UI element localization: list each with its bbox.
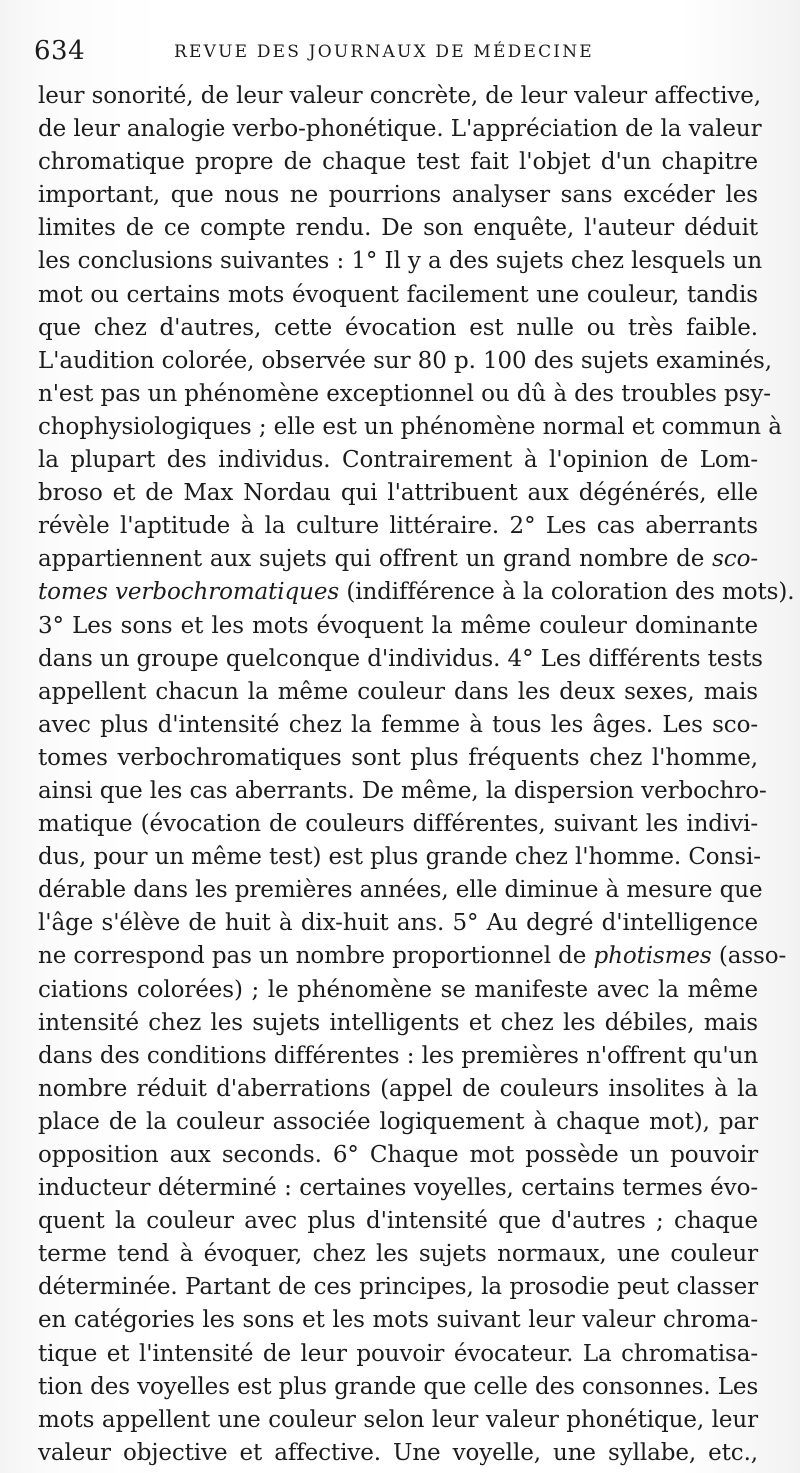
text-line: tique et l'intensité de leur pouvoir évocateur. La chromatisa- [38,1340,758,1367]
text-line: l'âge s'élève de huit à dix-huit ans. 5° Au degré d'intelligence [38,910,758,937]
text-line: révèle l'aptitude à la culture littéraire. 2° Les cas aberrants [38,513,758,540]
text-line: dérable dans les premières années, elle diminue à mesure que [38,877,763,904]
text-line: matique (évocation de couleurs différentes, suivant les indivi- [38,811,758,838]
text-line: les conclusions suivantes : 1° Il y a des sujets chez lesquels un [38,248,763,275]
text-line: ciations colorées) ; le phénomène se manifeste avec la même [38,976,758,1003]
text-line: dus, pour un même test) est plus grande chez l'homme. Consi- [38,844,761,871]
running-head: REVUE DES JOURNAUX DE MÉDECINE [174,42,594,62]
text-segment: (indifférence à la coloration des mots). [339,579,795,606]
text-line: inducteur déterminé : certaines voyelles, certains termes évo- [38,1175,758,1202]
text-line [38,940,787,973]
text-line: nombre réduit d'aberrations (appel de couleurs insolites à la [38,1075,758,1102]
text-line: de leur analogie verbo-phonétique. L'appréciation de la valeur [38,116,762,143]
text-line: limites de ce compte rendu. De son enquête, l'auteur déduit [38,215,758,242]
italic-term: tomes verbochromatiques [38,579,340,606]
page-header [34,32,764,72]
text-line: la plupart des individus. Contrairement à l'opinion de Lom- [38,447,758,474]
text-line: important, que nous ne pourrions analyser sans excéder les [38,182,758,209]
text-segment: (asso- [711,943,787,970]
text-line [38,543,758,576]
text-line: appellent chacun la même couleur dans les deux sexes, mais [38,678,758,705]
text-line: valeur objective et affective. Une voyelle, une syllabe, etc., [38,1439,758,1466]
text-segment: ne correspond pas un nombre proportionnel de [38,943,594,970]
text-line: L'audition colorée, observée sur 80 p. 100 des sujets examinés, [38,347,772,374]
text-line: ainsi que les cas aberrants. De même, la dispersion verbochro- [38,777,767,804]
text-line: opposition aux seconds. 6° Chaque mot possède un pouvoir [38,1142,758,1168]
text-line: dans des conditions différentes : les premières n'offrent qu'un [38,1042,759,1069]
text-line [38,576,795,609]
text-line: leur sonorité, de leur valeur concrète, de leur valeur affective, [38,83,762,109]
text-line: broso et de Max Nordau qui l'attribuent aux dégénérés, elle [38,480,758,507]
text-line: avec plus d'intensité chez la femme à tous les âges. Les sco- [38,711,758,738]
text-line: déterminée. Partant de ces principes, la prosodie peut classer [38,1274,758,1301]
text-line: terme tend à évoquer, chez les sujets normaux, une couleur [38,1241,758,1268]
text-segment: appartiennent aux sujets qui offrent un grand nombre de [38,546,713,573]
text-line: mots appellent une couleur selon leur valeur phonétique, leur [38,1406,758,1433]
italic-term: photismes [593,943,712,970]
text-line: 3° Les sons et les mots évoquent la même couleur dominante [38,612,758,639]
text-line: chromatique propre de chaque test fait l'objet d'un chapitre [38,149,758,176]
text-line: tomes verbochromatiques sont plus fréquents chez l'homme, [38,744,758,771]
text-line: chophysiologiques ; elle est un phénomène normal et commun à [38,413,782,440]
text-line: mot ou certains mots évoquent facilement une couleur, tandis [38,281,758,308]
page-number: 634 [34,36,86,66]
text-line: que chez d'autres, cette évocation est nulle ou très faible. [38,314,758,341]
text-line: dans un groupe quelconque d'individus. 4° Les différents tests [38,645,763,672]
text-line: intensité chez les sujets intelligents et chez les débiles, mais [38,1009,758,1036]
text-line: quent la couleur avec plus d'intensité que d'autres ; chaque [38,1208,758,1235]
italic-term: sco- [712,546,758,573]
text-line: n'est pas un phénomène exceptionnel ou dû à des troubles psy- [38,380,771,407]
text-line: tion des voyelles est plus grande que celle des consonnes. Les [38,1373,759,1400]
text-line: en catégories les sons et les mots suivant leur valeur chroma- [38,1307,758,1334]
body-text [38,80,795,1470]
text-line: place de la couleur associée logiquement à chaque mot), par [38,1108,758,1135]
